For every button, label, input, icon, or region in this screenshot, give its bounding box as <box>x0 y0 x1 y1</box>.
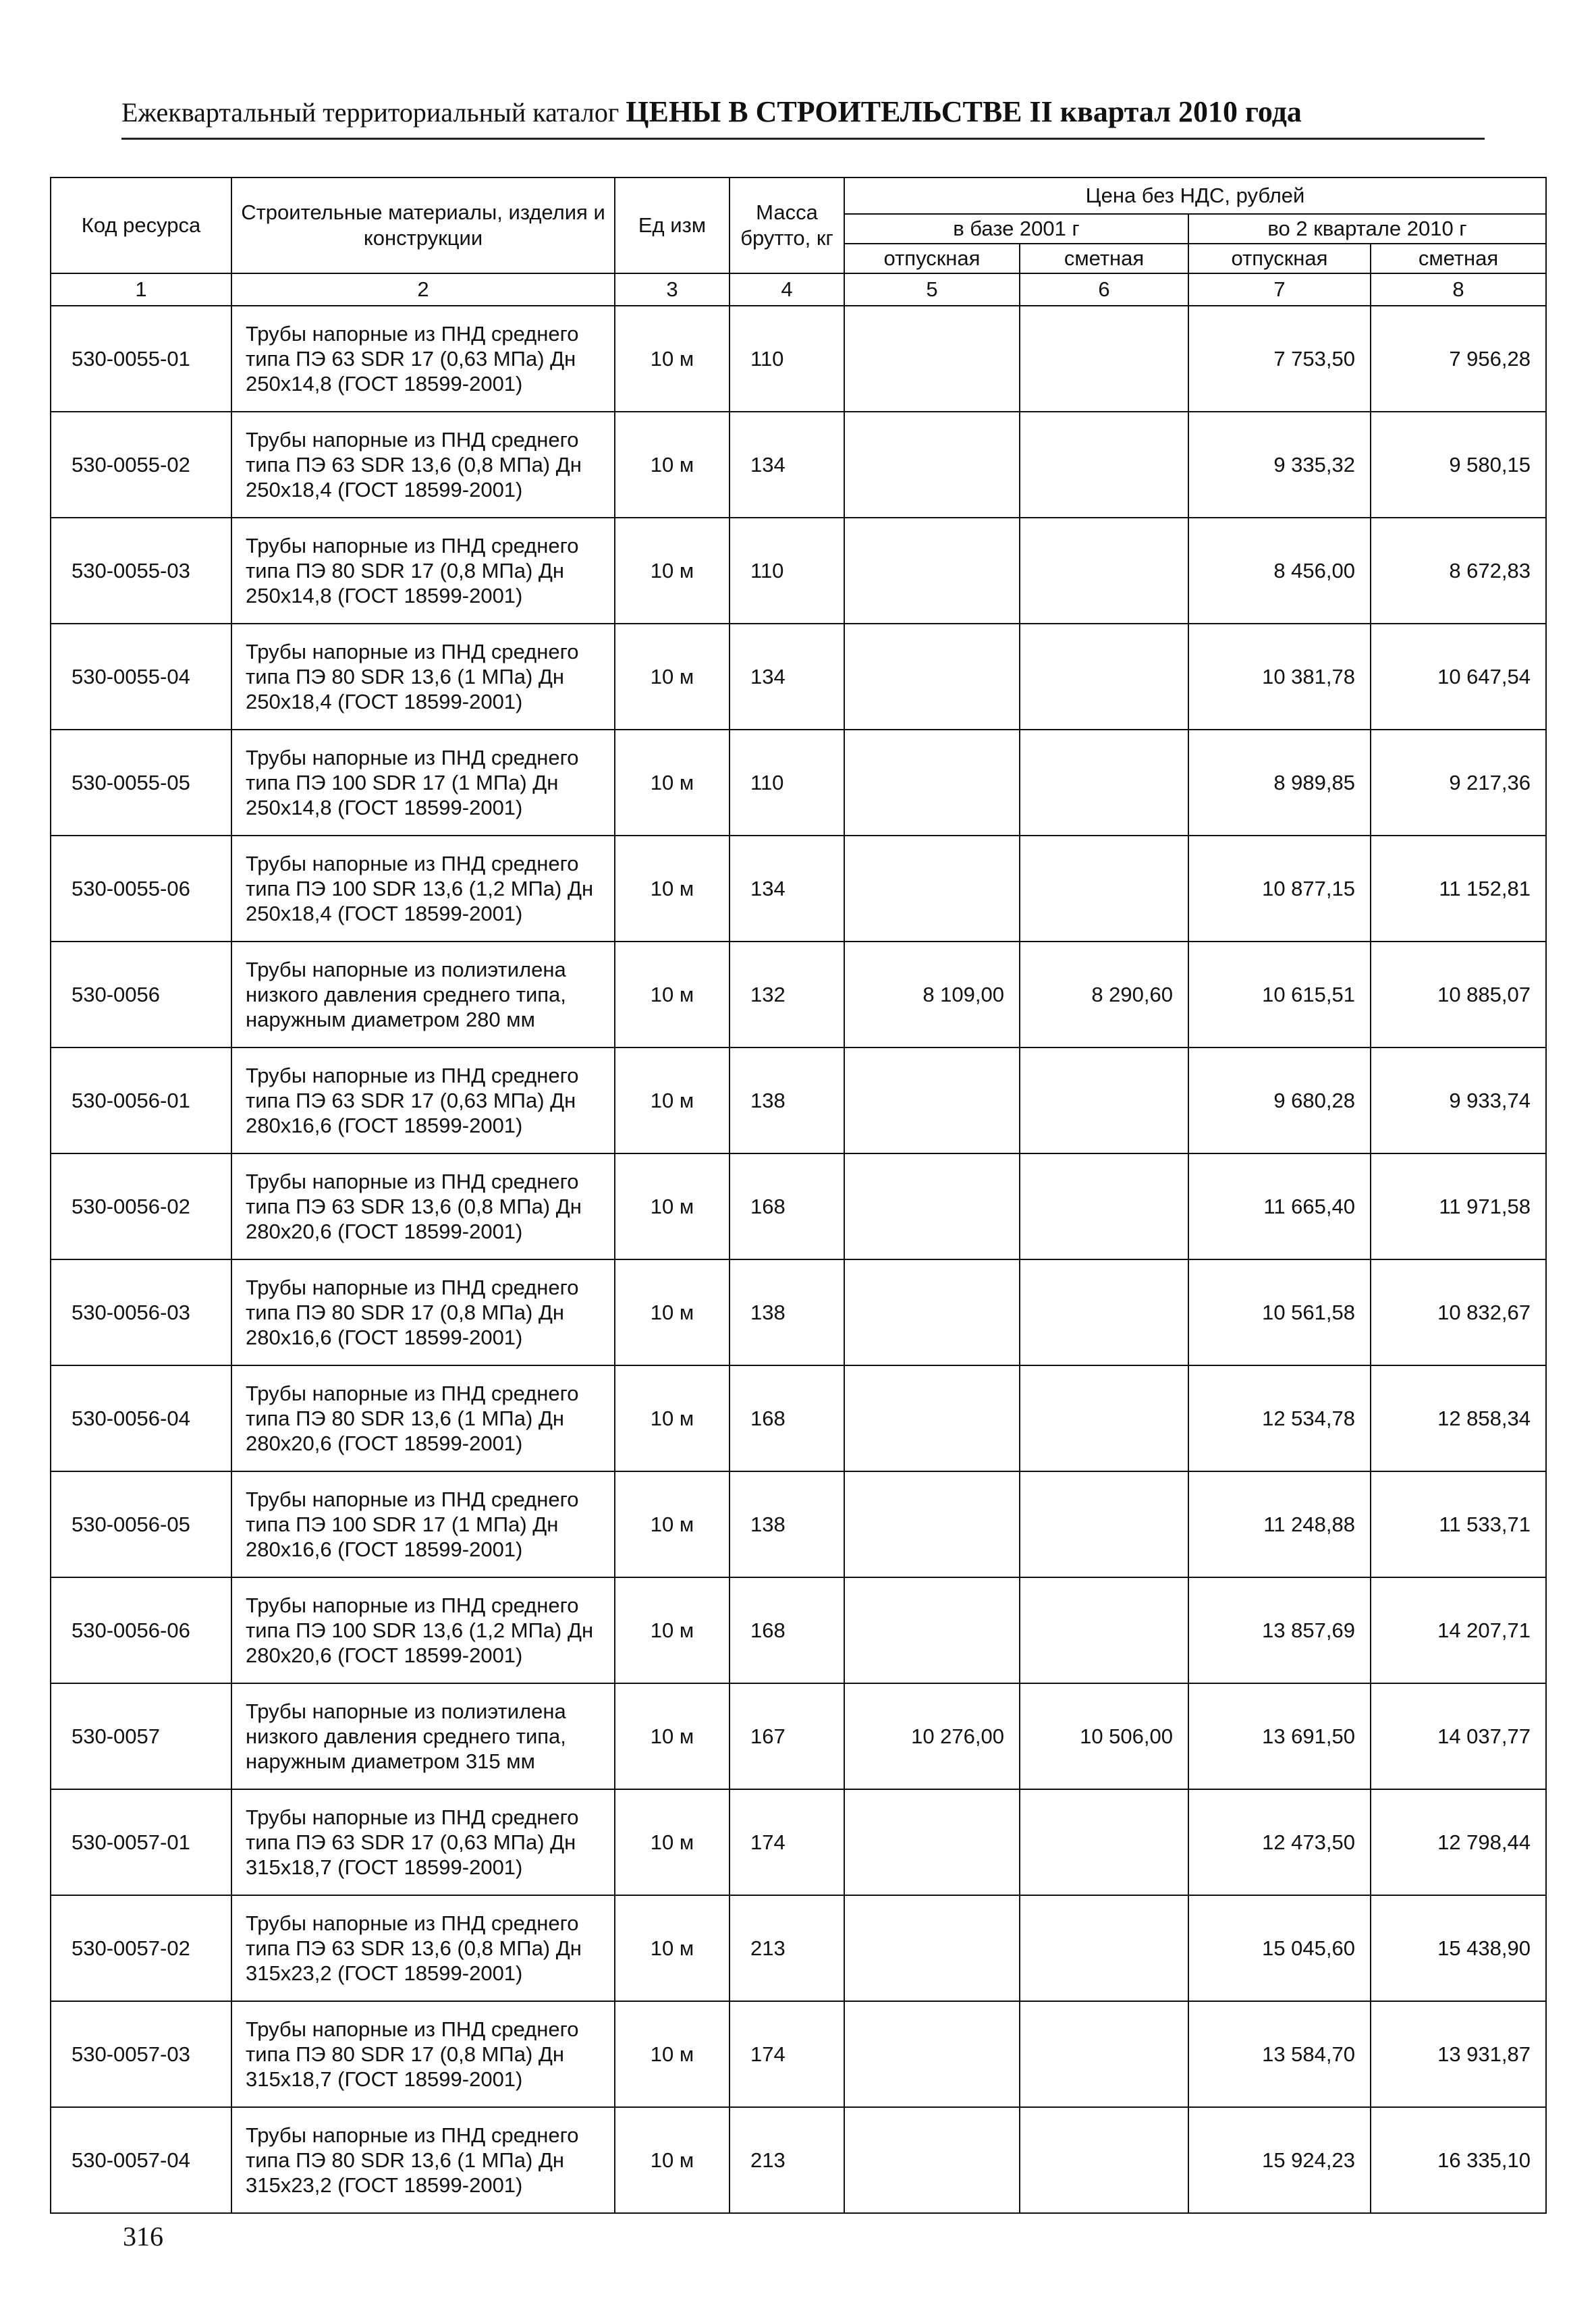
base-estimate-price <box>1020 1895 1188 2001</box>
q2-estimate-price: 12 858,34 <box>1371 1365 1546 1471</box>
material-name: Трубы напорные из ПНД среднего типа ПЭ 80 SDR 17 (0,8 МПа) Дн 280х16,6 (ГОСТ 18599-2001) <box>231 1259 615 1365</box>
q2-release-price: 10 561,58 <box>1188 1259 1371 1365</box>
base-release-price <box>844 1047 1020 1153</box>
gross-mass: 138 <box>730 1259 844 1365</box>
col-header-name: Строительные материалы, изделия и конструкции <box>231 178 615 273</box>
unit-of-measure: 10 м <box>615 1577 730 1683</box>
gross-mass: 213 <box>730 2107 844 2213</box>
gross-mass: 167 <box>730 1683 844 1789</box>
resource-code: 530-0057-01 <box>51 1789 231 1895</box>
base-release-price <box>844 412 1020 518</box>
material-name: Трубы напорные из полиэтилена низкого давления среднего типа, наружным диаметром 280 мм <box>231 942 615 1047</box>
base-release-price: 10 276,00 <box>844 1683 1020 1789</box>
resource-code: 530-0056-05 <box>51 1471 231 1577</box>
material-name: Трубы напорные из ПНД среднего типа ПЭ 100 SDR 17 (1 МПа) Дн 250х14,8 (ГОСТ 18599-2001) <box>231 730 615 836</box>
gross-mass: 138 <box>730 1047 844 1153</box>
column-number: 4 <box>730 273 844 306</box>
base-release-price <box>844 1789 1020 1895</box>
q2-estimate-price: 13 931,87 <box>1371 2001 1546 2107</box>
base-estimate-price <box>1020 1047 1188 1153</box>
q2-release-price: 13 691,50 <box>1188 1683 1371 1789</box>
q2-release-price: 10 381,78 <box>1188 624 1371 730</box>
unit-of-measure: 10 м <box>615 2107 730 2213</box>
table-row <box>51 1789 1546 1895</box>
q2-estimate-price: 7 956,28 <box>1371 306 1546 412</box>
base-estimate-price <box>1020 624 1188 730</box>
table-row <box>51 836 1546 942</box>
base-release-price: 8 109,00 <box>844 942 1020 1047</box>
column-number: 6 <box>1020 273 1188 306</box>
unit-of-measure: 10 м <box>615 1047 730 1153</box>
resource-code: 530-0056-02 <box>51 1153 231 1259</box>
col-header-price: Цена без НДС, рублей <box>844 178 1546 214</box>
q2-release-price: 12 473,50 <box>1188 1789 1371 1895</box>
column-number: 1 <box>51 273 231 306</box>
material-name: Трубы напорные из ПНД среднего типа ПЭ 100 SDR 17 (1 МПа) Дн 280х16,6 (ГОСТ 18599-2001) <box>231 1471 615 1577</box>
col-header-unit: Ед изм <box>615 178 730 273</box>
column-number: 3 <box>615 273 730 306</box>
material-name: Трубы напорные из ПНД среднего типа ПЭ 80 SDR 17 (0,8 МПа) Дн 250х14,8 (ГОСТ 18599-2001) <box>231 518 615 624</box>
base-estimate-price <box>1020 2107 1188 2213</box>
material-name: Трубы напорные из ПНД среднего типа ПЭ 63 SDR 17 (0,63 МПа) Дн 315х18,7 (ГОСТ 18599-2001) <box>231 1789 615 1895</box>
table-row <box>51 1895 1546 2001</box>
material-name: Трубы напорные из полиэтилена низкого давления среднего типа, наружным диаметром 315 мм <box>231 1683 615 1789</box>
col-header-q2-2010: во 2 квартале 2010 г <box>1188 214 1546 244</box>
q2-release-price: 9 335,32 <box>1188 412 1371 518</box>
q2-release-price: 7 753,50 <box>1188 306 1371 412</box>
table-row <box>51 730 1546 836</box>
base-estimate-price <box>1020 1577 1188 1683</box>
column-number: 5 <box>844 273 1020 306</box>
material-name: Трубы напорные из ПНД среднего типа ПЭ 63 SDR 13,6 (0,8 МПа) Дн 280х20,6 (ГОСТ 18599-2001) <box>231 1153 615 1259</box>
q2-release-price: 8 989,85 <box>1188 730 1371 836</box>
gross-mass: 174 <box>730 1789 844 1895</box>
base-release-price <box>844 518 1020 624</box>
q2-release-price: 13 857,69 <box>1188 1577 1371 1683</box>
base-estimate-price <box>1020 1153 1188 1259</box>
base-estimate-price <box>1020 1365 1188 1471</box>
base-estimate-price <box>1020 412 1188 518</box>
unit-of-measure: 10 м <box>615 306 730 412</box>
header-rule <box>121 138 1485 140</box>
resource-code: 530-0055-06 <box>51 836 231 942</box>
unit-of-measure: 10 м <box>615 1683 730 1789</box>
resource-code: 530-0057-02 <box>51 1895 231 2001</box>
q2-release-price: 8 456,00 <box>1188 518 1371 624</box>
q2-release-price: 12 534,78 <box>1188 1365 1371 1471</box>
gross-mass: 174 <box>730 2001 844 2107</box>
material-name: Трубы напорные из ПНД среднего типа ПЭ 63 SDR 17 (0,63 МПа) Дн 280х16,6 (ГОСТ 18599-2001) <box>231 1047 615 1153</box>
material-name: Трубы напорные из ПНД среднего типа ПЭ 100 SDR 13,6 (1,2 МПа) Дн 280х20,6 (ГОСТ 18599-2001) <box>231 1577 615 1683</box>
unit-of-measure: 10 м <box>615 412 730 518</box>
table-row <box>51 518 1546 624</box>
q2-release-price: 10 877,15 <box>1188 836 1371 942</box>
column-number: 8 <box>1371 273 1546 306</box>
gross-mass: 134 <box>730 836 844 942</box>
base-estimate-price <box>1020 1259 1188 1365</box>
resource-code: 530-0056 <box>51 942 231 1047</box>
header-title: ЦЕНЫ В СТРОИТЕЛЬСТВЕ II квартал 2010 года <box>626 95 1302 128</box>
gross-mass: 110 <box>730 730 844 836</box>
q2-estimate-price: 11 533,71 <box>1371 1471 1546 1577</box>
table-row <box>51 1047 1546 1153</box>
base-release-price <box>844 1471 1020 1577</box>
material-name: Трубы напорные из ПНД среднего типа ПЭ 80 SDR 13,6 (1 МПа) Дн 315х23,2 (ГОСТ 18599-2001) <box>231 2107 615 2213</box>
col-header-base-2001: в базе 2001 г <box>844 214 1188 244</box>
q2-release-price: 9 680,28 <box>1188 1047 1371 1153</box>
resource-code: 530-0056-03 <box>51 1259 231 1365</box>
column-number: 2 <box>231 273 615 306</box>
base-estimate-price <box>1020 730 1188 836</box>
base-estimate-price <box>1020 836 1188 942</box>
price-table <box>50 177 1547 2214</box>
q2-estimate-price: 9 580,15 <box>1371 412 1546 518</box>
table-row <box>51 624 1546 730</box>
table-row <box>51 1577 1546 1683</box>
base-estimate-price <box>1020 518 1188 624</box>
q2-estimate-price: 9 217,36 <box>1371 730 1546 836</box>
column-number-row <box>51 273 1546 306</box>
q2-estimate-price: 10 647,54 <box>1371 624 1546 730</box>
gross-mass: 132 <box>730 942 844 1047</box>
base-release-price <box>844 836 1020 942</box>
table-row <box>51 2001 1546 2107</box>
column-number: 7 <box>1188 273 1371 306</box>
gross-mass: 138 <box>730 1471 844 1577</box>
q2-estimate-price: 14 037,77 <box>1371 1683 1546 1789</box>
resource-code: 530-0057-03 <box>51 2001 231 2107</box>
table-row <box>51 1259 1546 1365</box>
unit-of-measure: 10 м <box>615 836 730 942</box>
unit-of-measure: 10 м <box>615 730 730 836</box>
gross-mass: 134 <box>730 412 844 518</box>
base-release-price <box>844 1365 1020 1471</box>
col-header-q2-estimate: сметная <box>1371 244 1546 273</box>
resource-code: 530-0057 <box>51 1683 231 1789</box>
base-release-price <box>844 1153 1020 1259</box>
gross-mass: 110 <box>730 518 844 624</box>
base-estimate-price <box>1020 1471 1188 1577</box>
table-row <box>51 1153 1546 1259</box>
gross-mass: 168 <box>730 1153 844 1259</box>
unit-of-measure: 10 м <box>615 1471 730 1577</box>
material-name: Трубы напорные из ПНД среднего типа ПЭ 80 SDR 17 (0,8 МПа) Дн 315х18,7 (ГОСТ 18599-2001) <box>231 2001 615 2107</box>
table-row <box>51 2107 1546 2213</box>
base-estimate-price <box>1020 2001 1188 2107</box>
unit-of-measure: 10 м <box>615 1789 730 1895</box>
col-header-base-estimate: сметная <box>1020 244 1188 273</box>
base-estimate-price: 10 506,00 <box>1020 1683 1188 1789</box>
q2-estimate-price: 11 971,58 <box>1371 1153 1546 1259</box>
unit-of-measure: 10 м <box>615 1259 730 1365</box>
resource-code: 530-0055-05 <box>51 730 231 836</box>
unit-of-measure: 10 м <box>615 1895 730 2001</box>
q2-estimate-price: 9 933,74 <box>1371 1047 1546 1153</box>
table-body <box>51 273 1546 2213</box>
base-release-price <box>844 624 1020 730</box>
col-header-q2-release: отпускная <box>1188 244 1371 273</box>
q2-estimate-price: 16 335,10 <box>1371 2107 1546 2213</box>
unit-of-measure: 10 м <box>615 942 730 1047</box>
table-row <box>51 1683 1546 1789</box>
base-estimate-price <box>1020 1789 1188 1895</box>
resource-code: 530-0055-03 <box>51 518 231 624</box>
base-release-price <box>844 306 1020 412</box>
q2-release-price: 15 045,60 <box>1188 1895 1371 2001</box>
base-release-price <box>844 730 1020 836</box>
gross-mass: 134 <box>730 624 844 730</box>
base-release-price <box>844 1259 1020 1365</box>
base-release-price <box>844 1577 1020 1683</box>
table-row <box>51 306 1546 412</box>
unit-of-measure: 10 м <box>615 2001 730 2107</box>
resource-code: 530-0056-01 <box>51 1047 231 1153</box>
unit-of-measure: 10 м <box>615 1153 730 1259</box>
q2-release-price: 11 665,40 <box>1188 1153 1371 1259</box>
q2-estimate-price: 15 438,90 <box>1371 1895 1546 2001</box>
base-release-price <box>844 2107 1020 2213</box>
q2-estimate-price: 10 885,07 <box>1371 942 1546 1047</box>
page-number: 316 <box>123 2221 163 2252</box>
q2-estimate-price: 8 672,83 <box>1371 518 1546 624</box>
table-row <box>51 1365 1546 1471</box>
base-release-price <box>844 2001 1020 2107</box>
base-estimate-price <box>1020 306 1188 412</box>
q2-estimate-price: 11 152,81 <box>1371 836 1546 942</box>
q2-release-price: 13 584,70 <box>1188 2001 1371 2107</box>
resource-code: 530-0056-06 <box>51 1577 231 1683</box>
gross-mass: 168 <box>730 1577 844 1683</box>
material-name: Трубы напорные из ПНД среднего типа ПЭ 63 SDR 13,6 (0,8 МПа) Дн 315х23,2 (ГОСТ 18599-2001) <box>231 1895 615 2001</box>
q2-estimate-price: 12 798,44 <box>1371 1789 1546 1895</box>
col-header-code: Код ресурса <box>51 178 231 273</box>
col-header-base-release: отпускная <box>844 244 1020 273</box>
q2-release-price: 11 248,88 <box>1188 1471 1371 1577</box>
material-name: Трубы напорные из ПНД среднего типа ПЭ 80 SDR 13,6 (1 МПа) Дн 250х18,4 (ГОСТ 18599-2001) <box>231 624 615 730</box>
page-header <box>121 94 1485 129</box>
base-estimate-price: 8 290,60 <box>1020 942 1188 1047</box>
unit-of-measure: 10 м <box>615 624 730 730</box>
material-name: Трубы напорные из ПНД среднего типа ПЭ 63 SDR 13,6 (0,8 МПа) Дн 250х18,4 (ГОСТ 18599-2001) <box>231 412 615 518</box>
table-row <box>51 1471 1546 1577</box>
material-name: Трубы напорные из ПНД среднего типа ПЭ 63 SDR 17 (0,63 МПа) Дн 250х14,8 (ГОСТ 18599-2001) <box>231 306 615 412</box>
q2-release-price: 10 615,51 <box>1188 942 1371 1047</box>
base-release-price <box>844 1895 1020 2001</box>
resource-code: 530-0056-04 <box>51 1365 231 1471</box>
q2-estimate-price: 10 832,67 <box>1371 1259 1546 1365</box>
q2-release-price: 15 924,23 <box>1188 2107 1371 2213</box>
gross-mass: 213 <box>730 1895 844 2001</box>
header-catalog-name: Ежеквартальный территориальный каталог <box>121 97 620 128</box>
resource-code: 530-0057-04 <box>51 2107 231 2213</box>
table-row <box>51 942 1546 1047</box>
material-name: Трубы напорные из ПНД среднего типа ПЭ 100 SDR 13,6 (1,2 МПа) Дн 250х18,4 (ГОСТ 18599-2001) <box>231 836 615 942</box>
col-header-mass: Масса брутто, кг <box>730 178 844 273</box>
unit-of-measure: 10 м <box>615 518 730 624</box>
gross-mass: 168 <box>730 1365 844 1471</box>
resource-code: 530-0055-01 <box>51 306 231 412</box>
resource-code: 530-0055-04 <box>51 624 231 730</box>
q2-estimate-price: 14 207,71 <box>1371 1577 1546 1683</box>
resource-code: 530-0055-02 <box>51 412 231 518</box>
gross-mass: 110 <box>730 306 844 412</box>
material-name: Трубы напорные из ПНД среднего типа ПЭ 80 SDR 13,6 (1 МПа) Дн 280х20,6 (ГОСТ 18599-2001) <box>231 1365 615 1471</box>
unit-of-measure: 10 м <box>615 1365 730 1471</box>
table-row <box>51 412 1546 518</box>
